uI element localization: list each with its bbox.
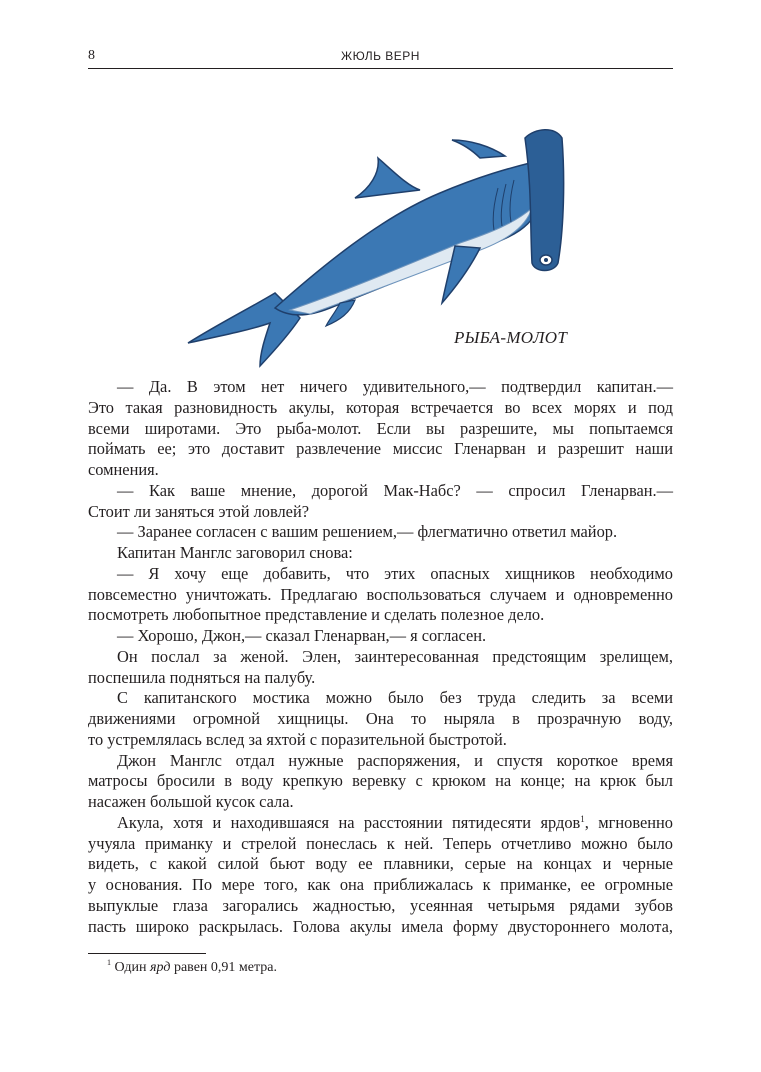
text-line [88,668,673,689]
illustration-caption: РЫБА-МОЛОТ [454,328,568,347]
text-line [88,771,673,792]
text-line [88,460,673,481]
text-line [88,813,673,834]
body-text [88,377,673,937]
text-line [88,522,673,543]
text-line-content: у основания. По мере того, как она приближалась к приманке, ее огромные [88,875,673,894]
footnote-mark: 1 [107,958,111,967]
text-line-content: Это такая разновидность акулы, которая встречается во всех морях и под [88,397,673,417]
dorsal-fin [355,158,420,198]
text-line [88,626,673,647]
text-line-content: Капитан Манглс заговорил снова: [117,543,353,562]
text-line-content: насажен большой кусок сала. [88,792,294,811]
text-line-content: то устремлялась вслед за яхтой с поразительной быстротой. [88,729,507,749]
running-title: ЖЮЛЬ ВЕРН [341,49,420,63]
text-line-content: — Заранее согласен с вашим решением,— флегматично ответил майор. [117,522,618,542]
text-line-content: Он послал за женой. Элен, заинтересованная предстоящим зрелищем, [117,646,673,666]
text-line-content: поспешила подняться на палубу. [88,667,316,687]
text-line-content: поймать ее; это доставит развлечение миссис Гленарван и разрешит наши [88,439,673,459]
text-line-content: всеми широтами. Это рыба-молот. Если вы разрешите, мы попытаемся [88,418,673,438]
text-line-content: — Я хочу еще добавить, что этих опасных хищников необходимо [117,563,673,583]
text-line [88,709,673,730]
text-line [88,564,673,585]
footnote-text-after: равен 0,91 метра. [170,960,277,975]
header-rule [88,68,673,69]
text-line-content: пасть широко раскрылась. Голова акулы имела форму двустороннего молота, [88,916,673,936]
text-line [88,647,673,668]
text-line-content: повсеместно уничтожать. Предлагаю воспользоваться случаем и одновременно [88,584,673,604]
text-line-content: — Да. В этом нет ничего удивительного,— подтвердил капитан.— [117,377,673,396]
text-line [88,688,673,709]
text-line [88,792,673,813]
text-line [88,543,673,564]
footnote [107,960,277,976]
footnote-term: ярд [150,960,171,975]
text-line [88,875,673,896]
text-line [88,605,673,626]
upper-fin [452,140,505,158]
text-line-content: Джон Манглс отдал нужные распоряжения, и спустя короткое время [117,750,673,770]
text-line-content: — Как ваше мнение, дорогой Мак-Набс? — спросил Гленарван.— [117,480,673,500]
page-number: 8 [88,48,95,63]
text-line [88,896,673,917]
text-line-content: — Хорошо, Джон,— сказал Гленарван,— я согласен. [117,626,487,645]
text-line-content: С капитанского мостика можно было без труда следить за всеми [117,688,673,708]
text-line [88,730,673,751]
text-line-content: матросы бросили в воду крепкую веревку с крюком на конце; на крюк был [88,771,673,791]
text-line [88,419,673,440]
text-line-content: Стоит ли заняться этой ловлей? [88,501,309,521]
text-line-content: посмотреть любопытное представление и сделать полезное дело. [88,605,545,625]
text-line-content: сомнения. [88,460,159,479]
text-line-content: движениями огромной хищницы. Она то ныряла в прозрачную воду, [88,709,673,728]
text-line-content: выпуклые глаза загорались жадностью, усеянная четырьмя рядами зубов [88,895,673,915]
footnote-reference: 1 [580,813,585,824]
text-line-content: , мгновенно [584,812,673,832]
text-line [88,854,673,875]
footnote-rule [88,953,206,954]
text-line [88,502,673,523]
text-line [88,585,673,606]
text-line-content: Акула, хотя и находившаяся на расстоянии пятидесяти ярдов [117,812,581,832]
text-line [88,834,673,855]
text-line [88,481,673,502]
text-line [88,917,673,938]
text-line [88,751,673,772]
text-line [88,398,673,419]
footnote-text-before: Один [114,960,151,975]
hammer-head [525,130,564,271]
text-line [88,439,673,460]
text-line [88,377,673,398]
text-line-content: учуяла приманку и стрелой понеслась к ней. Теперь отчетливо можно было [88,833,673,853]
text-line-content: видеть, с какой силой бьют воду ее плавники, серые на концах и черные [88,854,673,874]
